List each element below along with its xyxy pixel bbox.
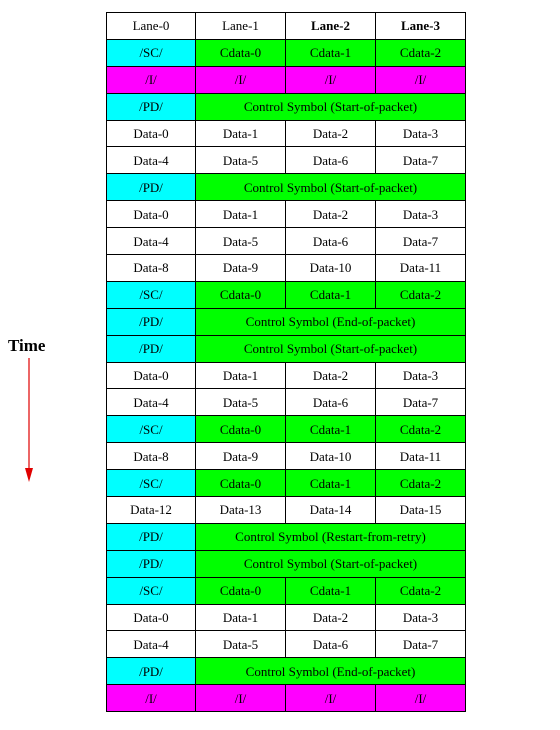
delimiter-cell: /PD/ bbox=[107, 550, 196, 577]
data-cell: Data-1 bbox=[196, 604, 286, 631]
data-cell: Data-3 bbox=[376, 362, 466, 389]
control-data-cell: Cdata-0 bbox=[196, 416, 286, 443]
table-row bbox=[107, 174, 466, 201]
data-cell: Data-2 bbox=[286, 362, 376, 389]
table-row bbox=[107, 470, 466, 497]
table-row bbox=[107, 147, 466, 174]
table-row bbox=[107, 685, 466, 712]
data-cell: Data-15 bbox=[376, 497, 466, 524]
control-symbol-cell: Control Symbol (End-of-packet) bbox=[196, 308, 466, 335]
data-cell: Data-7 bbox=[376, 147, 466, 174]
lane-header-cell: Lane-2 bbox=[286, 13, 376, 40]
table-row bbox=[107, 604, 466, 631]
control-data-cell: Cdata-2 bbox=[376, 416, 466, 443]
delimiter-cell: /PD/ bbox=[107, 523, 196, 550]
data-cell: Data-5 bbox=[196, 631, 286, 658]
lane-header-row bbox=[107, 13, 466, 40]
data-cell: Data-14 bbox=[286, 497, 376, 524]
lane-table-body bbox=[107, 13, 466, 712]
control-data-cell: Cdata-1 bbox=[286, 577, 376, 604]
control-symbol-cell: Control Symbol (Start-of-packet) bbox=[196, 550, 466, 577]
table-row bbox=[107, 66, 466, 93]
data-cell: Data-9 bbox=[196, 443, 286, 470]
delimiter-cell: /SC/ bbox=[107, 39, 196, 66]
table-row bbox=[107, 443, 466, 470]
control-data-cell: Cdata-0 bbox=[196, 470, 286, 497]
data-cell: Data-6 bbox=[286, 228, 376, 255]
table-row bbox=[107, 93, 466, 120]
control-symbol-cell: Control Symbol (End-of-packet) bbox=[196, 658, 466, 685]
data-cell: Data-7 bbox=[376, 389, 466, 416]
delimiter-cell: /PD/ bbox=[107, 658, 196, 685]
control-data-cell: Cdata-2 bbox=[376, 39, 466, 66]
time-axis-label: Time bbox=[8, 336, 46, 355]
data-cell: Data-6 bbox=[286, 631, 376, 658]
data-cell: Data-3 bbox=[376, 604, 466, 631]
lane-header-cell: Lane-1 bbox=[196, 13, 286, 40]
data-cell: Data-10 bbox=[286, 255, 376, 282]
data-cell: Data-9 bbox=[196, 255, 286, 282]
control-data-cell: Cdata-0 bbox=[196, 39, 286, 66]
data-cell: Data-0 bbox=[107, 201, 196, 228]
data-cell: Data-4 bbox=[107, 147, 196, 174]
table-row bbox=[107, 228, 466, 255]
lane-header-cell: Lane-0 bbox=[107, 13, 196, 40]
data-cell: Data-7 bbox=[376, 228, 466, 255]
table-row bbox=[107, 201, 466, 228]
control-data-cell: Cdata-1 bbox=[286, 416, 376, 443]
data-cell: Data-5 bbox=[196, 389, 286, 416]
delimiter-cell: /PD/ bbox=[107, 335, 196, 362]
data-cell: Data-4 bbox=[107, 389, 196, 416]
data-cell: Data-2 bbox=[286, 201, 376, 228]
table-row bbox=[107, 308, 466, 335]
table-row bbox=[107, 39, 466, 66]
data-cell: Data-0 bbox=[107, 362, 196, 389]
idle-cell: /I/ bbox=[107, 66, 196, 93]
data-cell: Data-11 bbox=[376, 443, 466, 470]
table-row bbox=[107, 120, 466, 147]
delimiter-cell: /PD/ bbox=[107, 308, 196, 335]
delimiter-cell: /SC/ bbox=[107, 281, 196, 308]
idle-cell: /I/ bbox=[376, 685, 466, 712]
data-cell: Data-10 bbox=[286, 443, 376, 470]
data-cell: Data-1 bbox=[196, 120, 286, 147]
idle-cell: /I/ bbox=[196, 685, 286, 712]
table-row bbox=[107, 416, 466, 443]
table-row bbox=[107, 550, 466, 577]
delimiter-cell: /PD/ bbox=[107, 174, 196, 201]
delimiter-cell: /SC/ bbox=[107, 416, 196, 443]
data-cell: Data-3 bbox=[376, 120, 466, 147]
idle-cell: /I/ bbox=[286, 66, 376, 93]
data-cell: Data-5 bbox=[196, 147, 286, 174]
table-row bbox=[107, 281, 466, 308]
control-data-cell: Cdata-2 bbox=[376, 577, 466, 604]
data-cell: Data-13 bbox=[196, 497, 286, 524]
data-cell: Data-1 bbox=[196, 362, 286, 389]
data-cell: Data-8 bbox=[107, 255, 196, 282]
data-cell: Data-0 bbox=[107, 120, 196, 147]
idle-cell: /I/ bbox=[376, 66, 466, 93]
data-cell: Data-5 bbox=[196, 228, 286, 255]
idle-cell: /I/ bbox=[196, 66, 286, 93]
data-cell: Data-6 bbox=[286, 147, 376, 174]
data-cell: Data-8 bbox=[107, 443, 196, 470]
data-cell: Data-1 bbox=[196, 201, 286, 228]
data-cell: Data-3 bbox=[376, 201, 466, 228]
control-data-cell: Cdata-1 bbox=[286, 470, 376, 497]
table-row bbox=[107, 497, 466, 524]
control-data-cell: Cdata-0 bbox=[196, 577, 286, 604]
control-data-cell: Cdata-1 bbox=[286, 281, 376, 308]
table-row bbox=[107, 523, 466, 550]
data-cell: Data-2 bbox=[286, 120, 376, 147]
data-cell: Data-4 bbox=[107, 631, 196, 658]
control-symbol-cell: Control Symbol (Start-of-packet) bbox=[196, 174, 466, 201]
control-data-cell: Cdata-0 bbox=[196, 281, 286, 308]
data-cell: Data-2 bbox=[286, 604, 376, 631]
data-cell: Data-12 bbox=[107, 497, 196, 524]
control-symbol-cell: Control Symbol (Restart-from-retry) bbox=[196, 523, 466, 550]
idle-cell: /I/ bbox=[107, 685, 196, 712]
table-row bbox=[107, 389, 466, 416]
data-cell: Data-0 bbox=[107, 604, 196, 631]
data-cell: Data-6 bbox=[286, 389, 376, 416]
control-symbol-cell: Control Symbol (Start-of-packet) bbox=[196, 335, 466, 362]
delimiter-cell: /SC/ bbox=[107, 577, 196, 604]
control-data-cell: Cdata-2 bbox=[376, 281, 466, 308]
delimiter-cell: /PD/ bbox=[107, 93, 196, 120]
control-symbol-cell: Control Symbol (Start-of-packet) bbox=[196, 93, 466, 120]
data-cell: Data-11 bbox=[376, 255, 466, 282]
delimiter-cell: /SC/ bbox=[107, 470, 196, 497]
control-data-cell: Cdata-2 bbox=[376, 470, 466, 497]
lane-striping-table bbox=[106, 12, 466, 712]
data-cell: Data-7 bbox=[376, 631, 466, 658]
time-arrow-icon bbox=[22, 358, 36, 484]
time-arrow-head bbox=[25, 468, 33, 482]
table-row bbox=[107, 335, 466, 362]
table-row bbox=[107, 577, 466, 604]
control-data-cell: Cdata-1 bbox=[286, 39, 376, 66]
data-cell: Data-4 bbox=[107, 228, 196, 255]
table-row bbox=[107, 631, 466, 658]
table-row bbox=[107, 658, 466, 685]
table-row bbox=[107, 362, 466, 389]
table-row bbox=[107, 255, 466, 282]
idle-cell: /I/ bbox=[286, 685, 376, 712]
lane-header-cell: Lane-3 bbox=[376, 13, 466, 40]
